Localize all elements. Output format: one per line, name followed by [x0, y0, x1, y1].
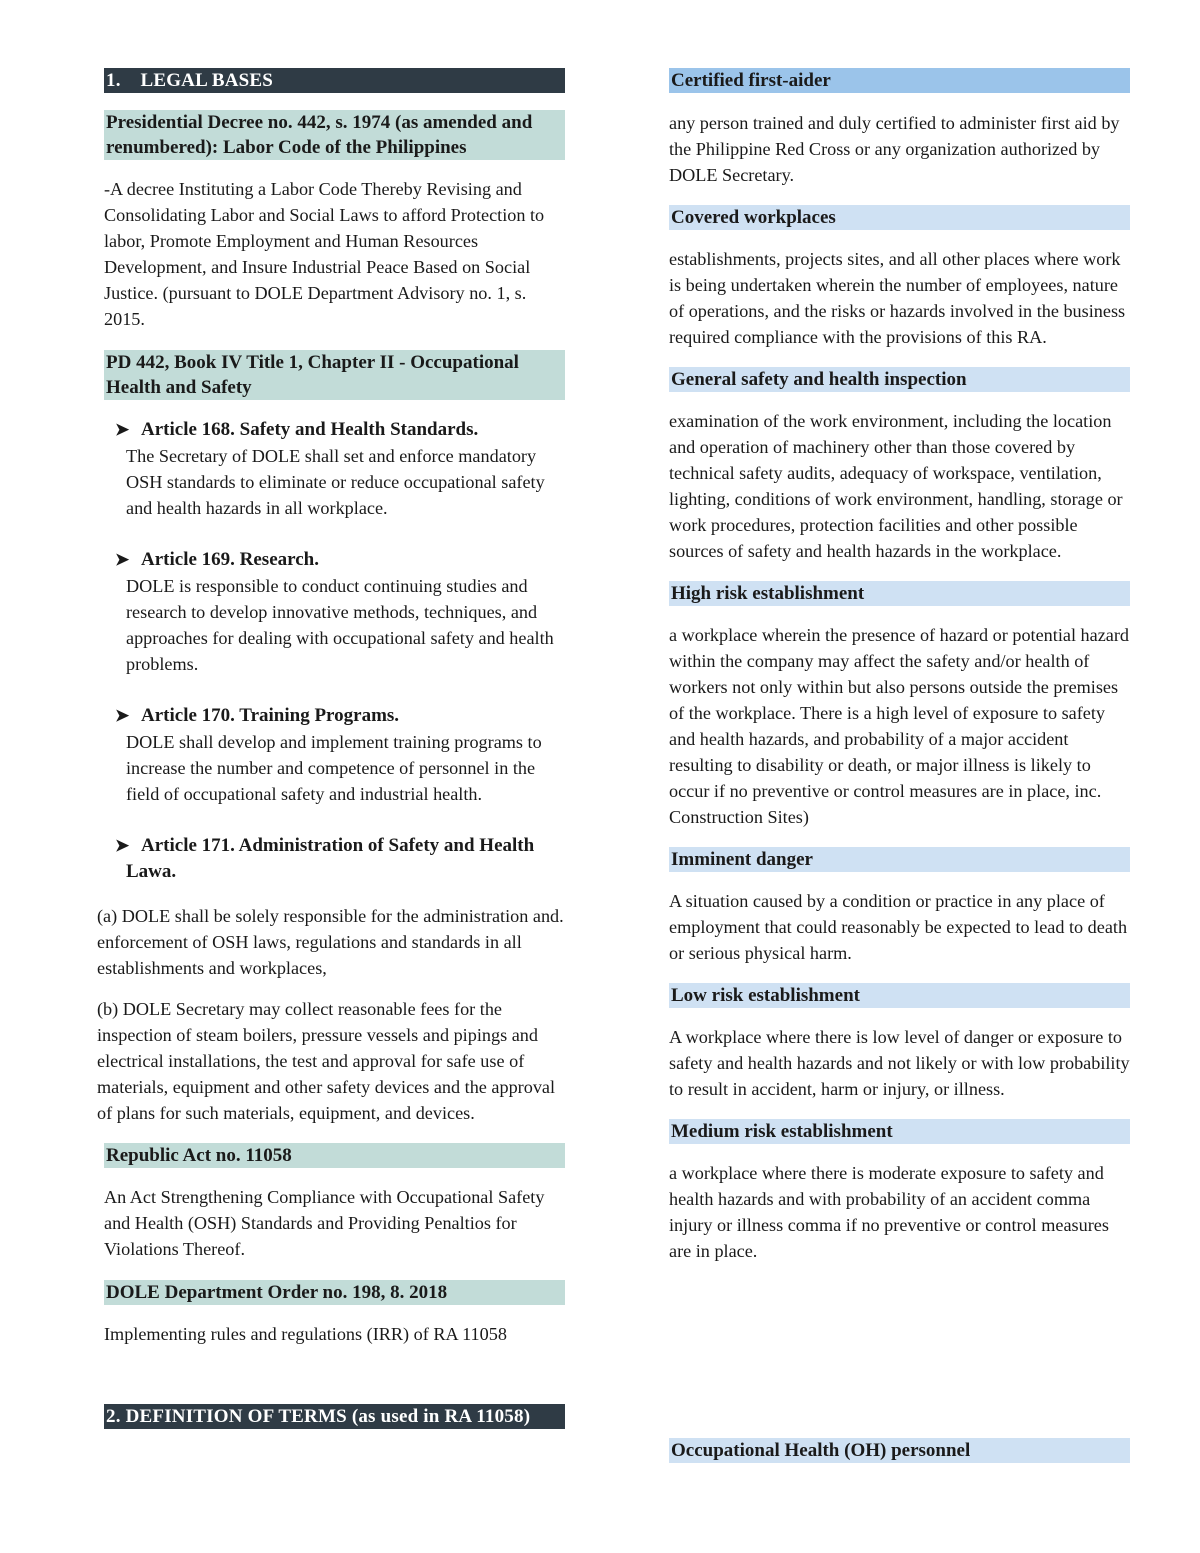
article-168 — [104, 417, 565, 521]
arrow-bullet-icon: ➤ — [115, 550, 130, 569]
article-168-title: Article 168. Safety and Health Standards. — [141, 419, 479, 440]
term-heading: Imminent danger — [669, 847, 1130, 872]
article-title — [104, 703, 565, 729]
term-heading: Occupational Health (OH) personnel — [669, 1438, 1130, 1463]
article-title — [104, 833, 565, 885]
ra11058-text: An Act Strengthening Compliance with Occupational Safety and Health (OSH) Standards and Providing Penaltios for Violations Thereof. — [104, 1187, 545, 1259]
right-column — [669, 68, 1130, 1461]
article-title — [104, 547, 565, 573]
term-heading: Certified first-aider — [669, 68, 1130, 93]
left-column — [97, 68, 565, 1429]
term-heading: Low risk establishment — [669, 983, 1130, 1008]
term-definition: a workplace wherein the presence of hazard or potential hazard within the company may affect the safety and/or health of workers not only within but also persons outside the premises of the workplace. There is a high level of exposure to safety and health hazards, and probability of a major accident resulting to disability or death, or major illness is likely to occur if no preventive or control measures are in place, inc. Construction Sites) — [669, 625, 1130, 827]
pd442-book-heading: PD 442, Book IV Title 1, Chapter II - Occupational Health and Safety — [104, 350, 565, 400]
term-heading: General safety and health inspection — [669, 367, 1130, 392]
arrow-bullet-icon: ➤ — [115, 706, 130, 725]
article-170-title: Article 170. Training Programs. — [141, 705, 400, 726]
term-definition: a workplace where there is moderate exposure to safety and health hazards and with probability of an accident comma injury or illness comma if no preventive or control measures are in place. — [669, 1163, 1109, 1261]
term-definition: A situation caused by a condition or practice in any place of employment that could reasonably be expected to lead to death or serious physical harm. — [669, 891, 1128, 963]
term-heading: Medium risk establishment — [669, 1119, 1130, 1144]
arrow-bullet-icon: ➤ — [115, 836, 130, 855]
article-169-title: Article 169. Research. — [141, 549, 319, 570]
article-169 — [104, 547, 565, 677]
article-168-text: The Secretary of DOLE shall set and enforce mandatory OSH standards to eliminate or reduce occupational safety and health hazards in all workplace. — [126, 446, 545, 518]
article-170 — [104, 703, 565, 807]
article-171-title: Article 171. Administration of Safety and Health Lawa. — [126, 835, 535, 882]
article-169-text: DOLE is responsible to conduct continuing studies and research to develop innovative methods, techniques, and approaches for dealing with occupational safety and health problems. — [126, 576, 554, 674]
term-definition: A workplace where there is low level of danger or exposure to safety and health hazards and not likely or with low probability to result in accident, harm or injury, or illness. — [669, 1027, 1130, 1099]
do198-text: Implementing rules and regulations (IRR) of RA 11058 — [104, 1324, 507, 1344]
term-definition: examination of the work environment, including the location and operation of machinery other than those covered by technical safety audits, adequacy of workspace, ventilation, lighting, conditions of work environment, handling, storage or work procedures, protection facilities and other possible sources of safety and health hazards in the workplace. — [669, 411, 1123, 561]
arrow-bullet-icon: ➤ — [115, 420, 130, 439]
ra11058-heading: Republic Act no. 11058 — [104, 1143, 565, 1168]
term-heading: High risk establishment — [669, 581, 1130, 606]
do198-heading: DOLE Department Order no. 198, 8. 2018 — [104, 1280, 565, 1305]
term-definition: any person trained and duly certified to administer first aid by the Philippine Red Cross or any organization authorized by DOLE Secretary. — [669, 113, 1120, 185]
article-171-b: (b) DOLE Secretary may collect reasonable fees for the inspection of steam boilers, pressure vessels and pipings and electrical installations, the test and approval for safe use of materials, equipment and other safety devices and the approval of plans for such materials, equipment, and devices. — [97, 999, 556, 1123]
pd442-heading: Presidential Decree no. 442, s. 1974 (as amended and renumbered): Labor Code of the Philippines — [104, 110, 565, 160]
article-171 — [104, 833, 565, 885]
article-170-text: DOLE shall develop and implement training programs to increase the number and competence of personnel in the field of occupational safety and industrial health. — [126, 732, 542, 804]
section-heading-definition-of-terms: 2. DEFINITION OF TERMS (as used in RA 11058) — [104, 1404, 565, 1429]
term-heading: Covered workplaces — [669, 205, 1130, 230]
pd442-text: -A decree Instituting a Labor Code Thereby Revising and Consolidating Labor and Social Laws to afford Protection to labor, Promote Employment and Human Resources Development, and Insure Industrial Peace Based on Social Justice. (pursuant to DOLE Department Advisory no. 1, s. 2015. — [104, 179, 545, 329]
article-171-a: (a) DOLE shall be solely responsible for the administration and. enforcement of OSH laws, regulations and standards in all establishments and workplaces, — [97, 906, 564, 978]
article-title — [104, 417, 565, 443]
term-definition: establishments, projects sites, and all other places where work is being undertaken wherein the number of employees, nature of operations, and the risks or hazards involved in the business required compliance with the provisions of this RA. — [669, 249, 1126, 347]
section-heading-legal-bases: 1. LEGAL BASES — [104, 68, 565, 93]
